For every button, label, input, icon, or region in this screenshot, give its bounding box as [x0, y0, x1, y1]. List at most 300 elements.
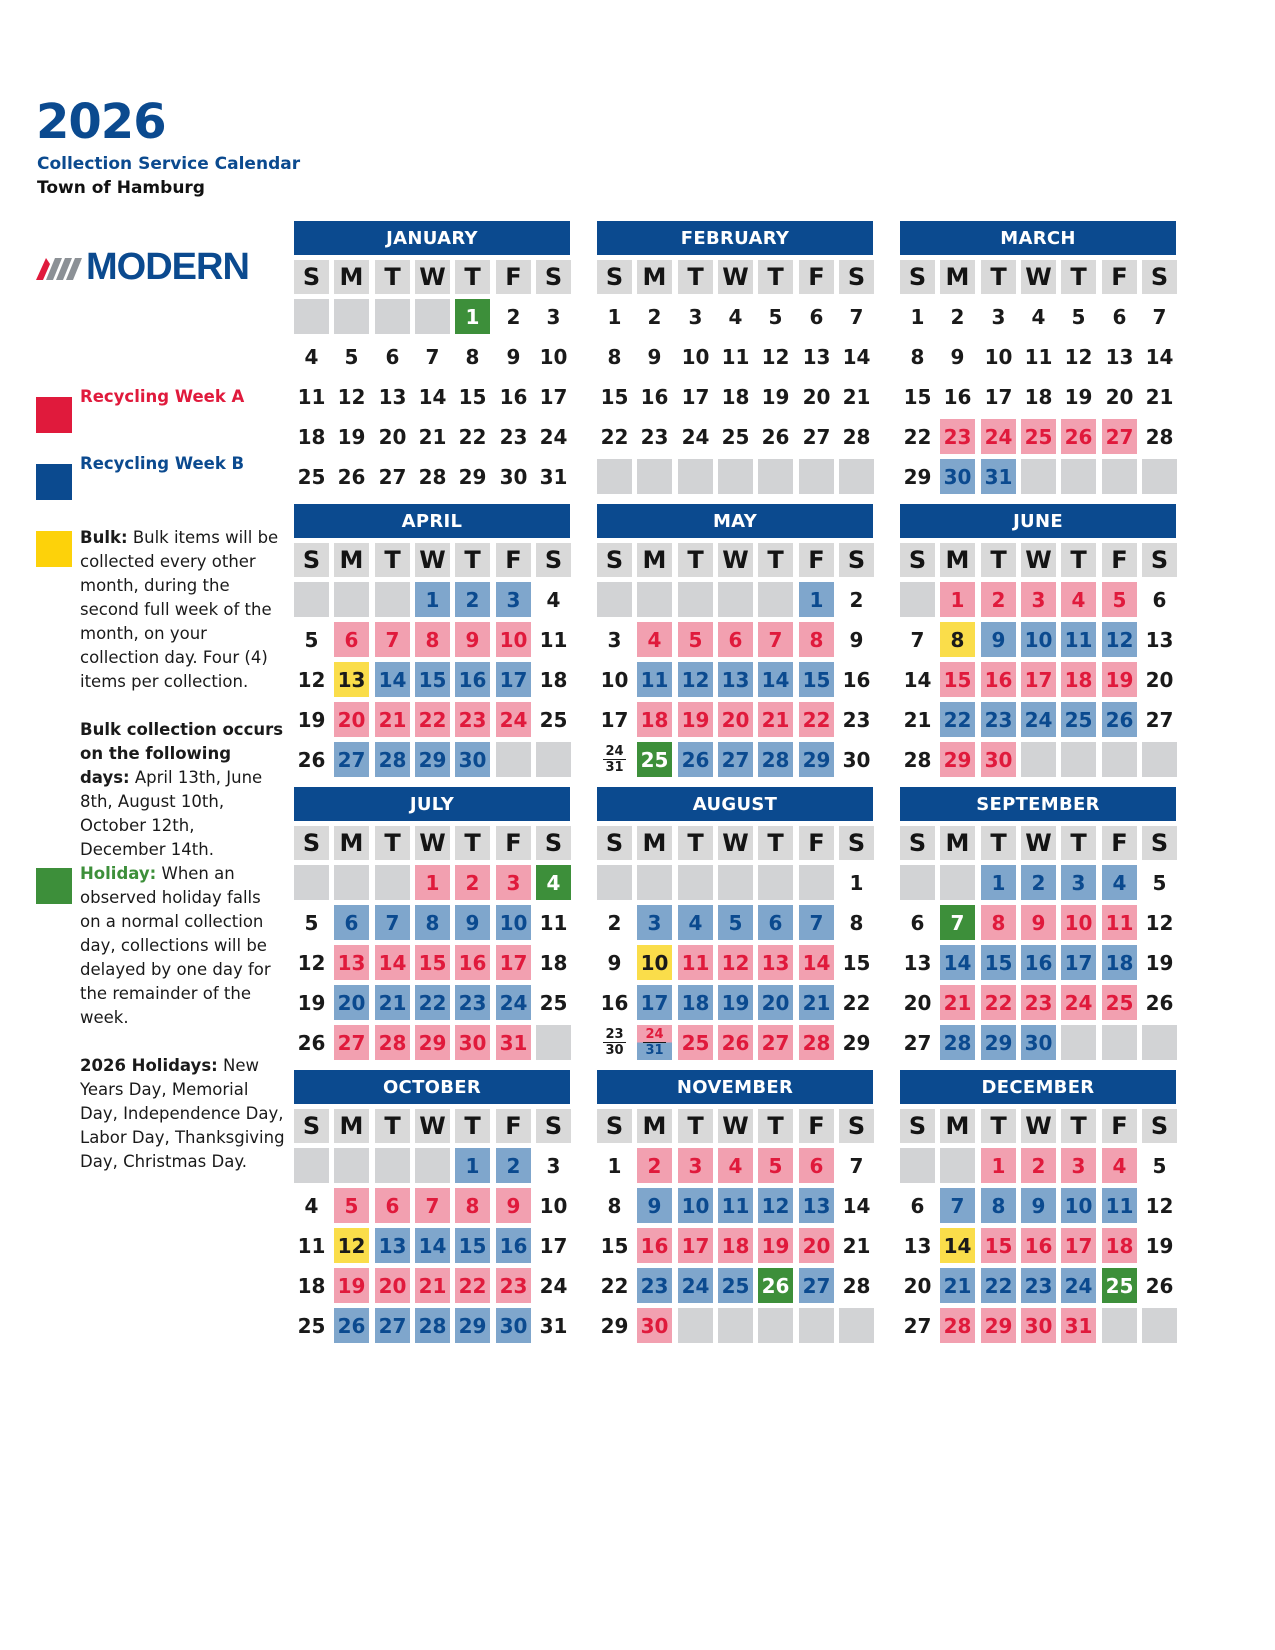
- day-cell: 21: [375, 702, 410, 737]
- day-cell: 8: [981, 1188, 1016, 1223]
- weekday-header: T: [455, 826, 490, 860]
- day-cell: 17: [637, 985, 672, 1020]
- day-cell: 23: [839, 702, 874, 737]
- day-cell: 29: [455, 459, 490, 494]
- day-cell: 7: [900, 622, 935, 657]
- weekday-header: T: [455, 1109, 490, 1143]
- day-cell: 6: [718, 622, 753, 657]
- day-cell: 22: [597, 419, 632, 454]
- day-cell: 5: [758, 299, 793, 334]
- day-cell: 2: [455, 865, 490, 900]
- day-cell: 16: [839, 662, 874, 697]
- bulk-days-label: Bulk collection occurs on the following days:: [80, 720, 284, 787]
- weekday-header: W: [1021, 260, 1056, 294]
- day-cell: 3: [496, 582, 531, 617]
- day-cell: 30: [496, 459, 531, 494]
- day-cell: 3: [678, 1148, 713, 1183]
- weekday-header: S: [839, 543, 874, 577]
- day-cell: 5: [334, 339, 369, 374]
- weekday-header: T: [1061, 260, 1096, 294]
- day-cell: 16: [1021, 945, 1056, 980]
- day-cell: 28: [839, 419, 874, 454]
- day-cell: 9: [1021, 905, 1056, 940]
- month-title: OCTOBER: [294, 1070, 570, 1104]
- month-title: JULY: [294, 787, 570, 821]
- bulk-label: Bulk:: [80, 528, 128, 547]
- holidays-text: New Years Day, Memorial Day, Independence Day, Labor Day, Thanksgiving Day, Christmas Day.: [80, 1056, 285, 1171]
- day-cell: 6: [799, 1148, 834, 1183]
- day-cell: 17: [1061, 1228, 1096, 1263]
- empty-cell: [940, 865, 975, 900]
- day-cell: 13: [1142, 622, 1177, 657]
- weekday-header: M: [940, 1109, 975, 1143]
- weekday-header: M: [637, 260, 672, 294]
- empty-cell: [678, 459, 713, 494]
- day-cell: 27: [1142, 702, 1177, 737]
- day-cell: 5: [758, 1148, 793, 1183]
- day-cell: 28: [758, 742, 793, 777]
- day-cell: 25: [1021, 419, 1056, 454]
- empty-cell: [334, 1148, 369, 1183]
- day-cell: 20: [334, 985, 369, 1020]
- day-cell: 17: [1021, 662, 1056, 697]
- bulk-days: [80, 718, 285, 862]
- day-cell: 3: [1061, 865, 1096, 900]
- bulk-description: [80, 526, 285, 694]
- day-cell: 12: [758, 1188, 793, 1223]
- day-cell: 27: [758, 1025, 793, 1060]
- day-cell: 2: [940, 299, 975, 334]
- day-cell: 27: [375, 459, 410, 494]
- weekday-header: F: [1102, 260, 1137, 294]
- day-cell: 15: [940, 662, 975, 697]
- month-title: MARCH: [900, 221, 1176, 255]
- calendar-year: 2026: [36, 94, 166, 150]
- month-title: MAY: [597, 504, 873, 538]
- day-cell: 10: [678, 339, 713, 374]
- day-cell: 4: [637, 622, 672, 657]
- day-cell: 21: [940, 1268, 975, 1303]
- day-cell: 15: [597, 379, 632, 414]
- empty-cell: [678, 865, 713, 900]
- day-cell: 18: [536, 662, 571, 697]
- day-cell: 5: [1142, 1148, 1177, 1183]
- day-cell: 8: [900, 339, 935, 374]
- day-cell: 12: [334, 379, 369, 414]
- weekday-header: T: [758, 543, 793, 577]
- weekday-header: S: [294, 826, 329, 860]
- empty-cell: [294, 299, 329, 334]
- day-cell: 23: [1021, 1268, 1056, 1303]
- weekday-header: T: [981, 543, 1016, 577]
- day-cell: 4: [536, 865, 571, 900]
- day-cell: 16: [637, 1228, 672, 1263]
- day-cell: 6: [334, 905, 369, 940]
- day-cell: 26: [1142, 1268, 1177, 1303]
- month-august: [597, 787, 873, 1065]
- day-cell: 26: [334, 1308, 369, 1343]
- day-cell: 27: [1102, 419, 1137, 454]
- day-cell: 29: [415, 742, 450, 777]
- day-cell: 27: [375, 1308, 410, 1343]
- day-cell: 18: [718, 1228, 753, 1263]
- day-cell: 22: [839, 985, 874, 1020]
- day-number-bottom: 31: [645, 1043, 664, 1058]
- day-cell: 23: [940, 419, 975, 454]
- weekday-header: W: [415, 260, 450, 294]
- day-cell: 26: [1142, 985, 1177, 1020]
- day-cell: 16: [637, 379, 672, 414]
- day-cell: 10: [536, 339, 571, 374]
- weekday-header: F: [799, 543, 834, 577]
- day-cell: 9: [496, 339, 531, 374]
- day-cell: 7: [940, 905, 975, 940]
- week-b-label: Recycling Week B: [80, 454, 245, 473]
- empty-cell: [900, 1148, 935, 1183]
- day-cell: 18: [1102, 1228, 1137, 1263]
- day-cell: 13: [375, 379, 410, 414]
- weekday-header: T: [678, 826, 713, 860]
- empty-cell: [1061, 459, 1096, 494]
- weekday-header: W: [415, 826, 450, 860]
- empty-cell: [415, 299, 450, 334]
- day-cell: 30: [455, 742, 490, 777]
- day-cell: 23: [455, 985, 490, 1020]
- empty-cell: [597, 459, 632, 494]
- day-cell: 27: [900, 1025, 935, 1060]
- weekday-header: S: [536, 1109, 571, 1143]
- day-cell: 9: [496, 1188, 531, 1223]
- day-cell: 16: [496, 379, 531, 414]
- empty-cell: [496, 742, 531, 777]
- day-cell: 8: [455, 339, 490, 374]
- day-cell: 10: [1061, 1188, 1096, 1223]
- weekday-header: W: [718, 826, 753, 860]
- empty-cell: [900, 582, 935, 617]
- empty-cell: [334, 299, 369, 334]
- weekday-header: T: [1061, 1109, 1096, 1143]
- day-cell: 19: [678, 702, 713, 737]
- day-cell: 3: [597, 622, 632, 657]
- empty-cell: [799, 865, 834, 900]
- day-cell: 27: [718, 742, 753, 777]
- day-cell: 17: [536, 379, 571, 414]
- day-cell: 2: [637, 1148, 672, 1183]
- day-cell: 6: [900, 1188, 935, 1223]
- weekday-header: M: [334, 826, 369, 860]
- day-cell: 17: [981, 379, 1016, 414]
- day-cell: 12: [1102, 622, 1137, 657]
- day-cell: 3: [981, 299, 1016, 334]
- weekday-header: T: [758, 826, 793, 860]
- day-cell: 24: [1021, 702, 1056, 737]
- day-cell: 28: [799, 1025, 834, 1060]
- day-cell: 5: [718, 905, 753, 940]
- day-cell: 21: [1142, 379, 1177, 414]
- day-cell: 28: [839, 1268, 874, 1303]
- day-cell: 25: [718, 1268, 753, 1303]
- day-cell: 10: [597, 662, 632, 697]
- day-cell: 8: [415, 905, 450, 940]
- day-cell: 20: [375, 419, 410, 454]
- day-cell: 5: [1142, 865, 1177, 900]
- day-cell: 23: [496, 1268, 531, 1303]
- day-cell: 13: [1102, 339, 1137, 374]
- weekday-header: W: [1021, 1109, 1056, 1143]
- day-cell: 19: [334, 419, 369, 454]
- empty-cell: [1142, 742, 1177, 777]
- day-cell: 14: [940, 1228, 975, 1263]
- empty-cell: [1142, 459, 1177, 494]
- day-cell: 25: [294, 459, 329, 494]
- day-cell: 18: [294, 1268, 329, 1303]
- modern-logo-mark: [36, 250, 82, 280]
- weekday-header: S: [536, 543, 571, 577]
- weekday-header: M: [637, 826, 672, 860]
- day-cell: 5: [1102, 582, 1137, 617]
- day-cell: 26: [758, 1268, 793, 1303]
- day-cell: 4: [294, 1188, 329, 1223]
- day-cell: 8: [415, 622, 450, 657]
- day-cell: 8: [455, 1188, 490, 1223]
- day-cell: 3: [536, 1148, 571, 1183]
- day-cell: 7: [758, 622, 793, 657]
- day-cell: 31: [496, 1025, 531, 1060]
- day-cell: 6: [375, 1188, 410, 1223]
- day-cell: 12: [334, 1228, 369, 1263]
- day-cell: 14: [1142, 339, 1177, 374]
- empty-cell: [900, 865, 935, 900]
- day-cell: 22: [940, 702, 975, 737]
- empty-cell: [718, 865, 753, 900]
- empty-cell: [375, 299, 410, 334]
- day-cell: 6: [1102, 299, 1137, 334]
- day-cell: 21: [415, 419, 450, 454]
- day-cell: 27: [799, 419, 834, 454]
- weekday-header: W: [718, 260, 753, 294]
- day-cell: 4: [536, 582, 571, 617]
- weekday-header: F: [496, 1109, 531, 1143]
- day-cell: 2: [1021, 865, 1056, 900]
- day-cell: 18: [1021, 379, 1056, 414]
- day-cell: 10: [496, 905, 531, 940]
- day-cell-split: [597, 1025, 632, 1060]
- day-cell: 11: [718, 339, 753, 374]
- weekday-header: S: [597, 543, 632, 577]
- empty-cell: [597, 865, 632, 900]
- weekday-header: M: [637, 543, 672, 577]
- day-cell: 1: [900, 299, 935, 334]
- day-cell: 2: [455, 582, 490, 617]
- day-cell: 11: [1102, 905, 1137, 940]
- day-cell: 11: [637, 662, 672, 697]
- day-cell: 1: [981, 1148, 1016, 1183]
- day-cell: 14: [839, 339, 874, 374]
- day-cell: 19: [1102, 662, 1137, 697]
- day-cell: 14: [375, 662, 410, 697]
- empty-cell: [1102, 742, 1137, 777]
- day-cell: 19: [758, 379, 793, 414]
- day-cell: 9: [455, 905, 490, 940]
- empty-cell: [1102, 1025, 1137, 1060]
- day-cell: 1: [455, 1148, 490, 1183]
- empty-cell: [597, 582, 632, 617]
- day-cell: 22: [455, 419, 490, 454]
- day-cell: 22: [900, 419, 935, 454]
- day-cell: 10: [1061, 905, 1096, 940]
- weekday-header: M: [334, 260, 369, 294]
- day-number-bottom: 30: [605, 1043, 624, 1058]
- day-cell: 15: [981, 945, 1016, 980]
- day-cell: 30: [1021, 1025, 1056, 1060]
- weekday-header: M: [637, 1109, 672, 1143]
- bulk-days-text: April 13th, June 8th, August 10th, October 12th, December 14th.: [80, 768, 263, 859]
- day-cell: 2: [496, 1148, 531, 1183]
- day-cell: 18: [536, 945, 571, 980]
- weekday-header: M: [940, 260, 975, 294]
- empty-cell: [678, 582, 713, 617]
- day-cell: 11: [536, 905, 571, 940]
- day-number-bottom: 31: [605, 760, 624, 775]
- day-cell: 3: [1061, 1148, 1096, 1183]
- day-cell: 16: [940, 379, 975, 414]
- day-cell: 11: [294, 1228, 329, 1263]
- weekday-header: T: [375, 543, 410, 577]
- weekday-header: S: [900, 543, 935, 577]
- day-cell: 26: [334, 459, 369, 494]
- day-number-top: 24: [605, 744, 624, 759]
- weekday-header: F: [799, 826, 834, 860]
- empty-cell: [536, 1025, 571, 1060]
- week-a-swatch: [36, 397, 72, 433]
- day-cell: 27: [799, 1268, 834, 1303]
- weekday-header: F: [799, 1109, 834, 1143]
- day-cell: 10: [536, 1188, 571, 1223]
- day-cell: 4: [294, 339, 329, 374]
- day-cell: 16: [1021, 1228, 1056, 1263]
- day-cell: 14: [758, 662, 793, 697]
- day-cell: 20: [900, 1268, 935, 1303]
- day-cell: 4: [678, 905, 713, 940]
- weekday-header: F: [1102, 826, 1137, 860]
- empty-cell: [1142, 1025, 1177, 1060]
- month-july: [294, 787, 570, 1065]
- month-september: [900, 787, 1176, 1065]
- day-cell: 13: [799, 339, 834, 374]
- empty-cell: [758, 1308, 793, 1343]
- day-cell: 20: [375, 1268, 410, 1303]
- weekday-header: W: [718, 543, 753, 577]
- day-cell: 8: [940, 622, 975, 657]
- day-cell: 13: [375, 1228, 410, 1263]
- empty-cell: [415, 1148, 450, 1183]
- day-cell: 4: [1102, 865, 1137, 900]
- day-cell: 7: [799, 905, 834, 940]
- day-cell: 10: [678, 1188, 713, 1223]
- weekday-header: T: [981, 826, 1016, 860]
- day-cell: 26: [294, 1025, 329, 1060]
- day-cell: 24: [496, 985, 531, 1020]
- day-cell: 19: [1142, 1228, 1177, 1263]
- day-cell: 23: [981, 702, 1016, 737]
- day-cell: 15: [839, 945, 874, 980]
- day-cell: 30: [1021, 1308, 1056, 1343]
- empty-cell: [536, 742, 571, 777]
- day-cell: 19: [1061, 379, 1096, 414]
- day-cell: 9: [839, 622, 874, 657]
- day-cell: 12: [718, 945, 753, 980]
- weekday-header: S: [597, 260, 632, 294]
- day-cell: 14: [415, 379, 450, 414]
- day-cell: 31: [1061, 1308, 1096, 1343]
- day-cell: 11: [536, 622, 571, 657]
- day-cell: 1: [415, 865, 450, 900]
- empty-cell: [294, 1148, 329, 1183]
- day-cell: 25: [1102, 985, 1137, 1020]
- day-cell: 19: [1142, 945, 1177, 980]
- day-cell: 9: [637, 1188, 672, 1223]
- weekday-header: W: [1021, 543, 1056, 577]
- empty-cell: [839, 1308, 874, 1343]
- month-title: SEPTEMBER: [900, 787, 1176, 821]
- day-cell: 24: [981, 419, 1016, 454]
- day-cell: 13: [900, 945, 935, 980]
- day-cell: 26: [758, 419, 793, 454]
- month-december: [900, 1070, 1176, 1348]
- modern-logo: [36, 246, 276, 288]
- day-cell: 12: [1142, 1188, 1177, 1223]
- day-cell: 20: [799, 1228, 834, 1263]
- month-april: [294, 504, 570, 782]
- day-cell: 24: [536, 1268, 571, 1303]
- day-cell: 8: [597, 1188, 632, 1223]
- day-cell: 19: [294, 985, 329, 1020]
- day-cell: 1: [839, 865, 874, 900]
- empty-cell: [334, 582, 369, 617]
- day-cell: 23: [637, 419, 672, 454]
- day-cell: 13: [758, 945, 793, 980]
- empty-cell: [375, 1148, 410, 1183]
- day-cell: 19: [758, 1228, 793, 1263]
- day-cell: 28: [940, 1308, 975, 1343]
- month-october: [294, 1070, 570, 1348]
- weekday-header: M: [940, 543, 975, 577]
- day-cell: 6: [900, 905, 935, 940]
- day-cell: 17: [678, 379, 713, 414]
- day-cell: 24: [678, 1268, 713, 1303]
- day-cell: 26: [294, 742, 329, 777]
- day-cell: 26: [1061, 419, 1096, 454]
- weekday-header: T: [758, 1109, 793, 1143]
- day-cell: 9: [940, 339, 975, 374]
- month-june: [900, 504, 1176, 782]
- day-cell: 7: [1142, 299, 1177, 334]
- day-cell: 7: [415, 1188, 450, 1223]
- day-cell: 10: [1021, 622, 1056, 657]
- day-cell: 4: [1061, 582, 1096, 617]
- empty-cell: [637, 865, 672, 900]
- day-cell: 30: [981, 742, 1016, 777]
- day-cell: 28: [940, 1025, 975, 1060]
- day-cell: 5: [678, 622, 713, 657]
- day-cell: 20: [334, 702, 369, 737]
- day-cell: 17: [678, 1228, 713, 1263]
- empty-cell: [375, 865, 410, 900]
- weekday-header: F: [496, 260, 531, 294]
- day-cell: 29: [455, 1308, 490, 1343]
- empty-cell: [637, 582, 672, 617]
- day-cell: 28: [415, 459, 450, 494]
